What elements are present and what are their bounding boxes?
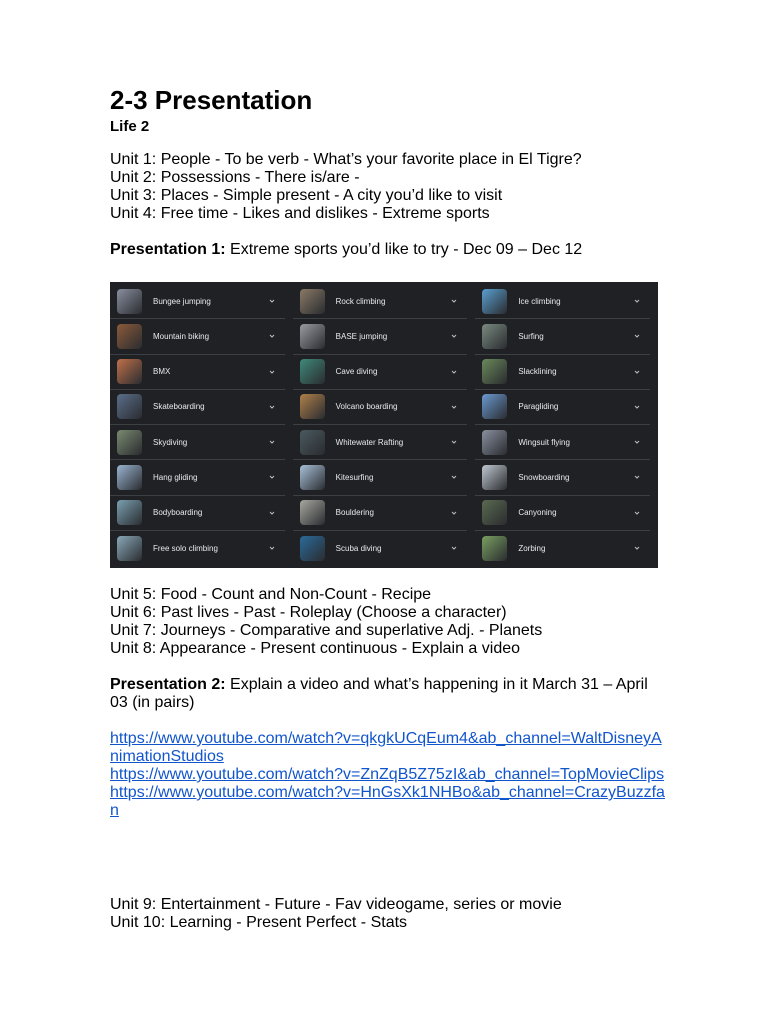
sport-thumbnail [117, 500, 142, 525]
sport-label: Skydiving [153, 437, 188, 447]
sport-label: Wingsuit flying [518, 437, 570, 447]
sport-label: Cave diving [335, 367, 378, 377]
page-title: 2-3 Presentation [110, 85, 313, 115]
sport-label: Skateboarding [153, 402, 205, 412]
video-links [110, 730, 670, 820]
sport-thumbnail [300, 465, 325, 490]
sport-thumbnail [117, 536, 142, 561]
chevron-down-icon[interactable] [632, 296, 642, 306]
sport-label: Slacklining [518, 367, 557, 377]
chevron-down-icon[interactable] [632, 508, 642, 518]
chevron-down-icon[interactable] [267, 472, 277, 482]
sport-label: Snowboarding [518, 472, 570, 482]
sport-item[interactable] [475, 319, 650, 354]
sport-thumbnail [482, 536, 507, 561]
sport-item[interactable] [110, 460, 285, 495]
sport-item[interactable] [293, 319, 468, 354]
sport-thumbnail [300, 289, 325, 314]
sport-item[interactable] [110, 319, 285, 354]
sport-thumbnail [117, 394, 142, 419]
chevron-down-icon[interactable] [632, 402, 642, 412]
sport-thumbnail [117, 465, 142, 490]
sport-item[interactable] [110, 496, 285, 531]
sport-label: Whitewater Rafting [335, 437, 404, 447]
sport-thumbnail [117, 324, 142, 349]
sport-label: Free solo climbing [153, 543, 218, 553]
video-link[interactable]: https://www.youtube.com/watch?v=HnGsXk1NHBo&ab_channel=CrazyBuzzfan [110, 784, 665, 819]
book-subtitle: Life 2 [110, 118, 150, 135]
sport-label: Rock climbing [335, 296, 386, 306]
presentation-2-label: Presentation 2: [110, 676, 226, 693]
sport-item[interactable] [110, 355, 285, 390]
sport-label: Mountain biking [153, 331, 210, 341]
sport-item[interactable] [475, 531, 650, 566]
unit-line: Unit 1: People - To be verb - What’s your favorite place in El Tigre? [110, 151, 582, 168]
presentation-2 [110, 676, 670, 712]
sport-thumbnail [117, 289, 142, 314]
chevron-down-icon[interactable] [449, 437, 459, 447]
sport-label: Surfing [518, 331, 544, 341]
units-list-a [110, 151, 670, 223]
sport-item[interactable] [293, 355, 468, 390]
sport-label: Hang gliding [153, 472, 198, 482]
chevron-down-icon[interactable] [267, 331, 277, 341]
chevron-down-icon[interactable] [632, 367, 642, 377]
video-link[interactable]: https://www.youtube.com/watch?v=qkgkUCqEum4&ab_channel=WaltDisneyAnimationStudios [110, 730, 662, 765]
chevron-down-icon[interactable] [449, 296, 459, 306]
chevron-down-icon[interactable] [632, 437, 642, 447]
unit-line: Unit 3: Places - Simple present - A city you’d like to visit [110, 187, 503, 204]
chevron-down-icon[interactable] [632, 331, 642, 341]
presentation-1-text: Extreme sports you’d like to try - Dec 09 – Dec 12 [225, 241, 583, 258]
sport-thumbnail [482, 430, 507, 455]
unit-line: Unit 2: Possessions - There is/are - [110, 169, 360, 186]
sport-thumbnail [300, 536, 325, 561]
sport-item[interactable] [293, 531, 468, 566]
sport-item[interactable] [293, 284, 468, 319]
sport-thumbnail [482, 394, 507, 419]
chevron-down-icon[interactable] [267, 367, 277, 377]
extreme-sports-grid [110, 282, 658, 568]
chevron-down-icon[interactable] [632, 543, 642, 553]
sport-label: Bodyboarding [153, 508, 203, 518]
sport-item[interactable] [293, 496, 468, 531]
sport-thumbnail [117, 359, 142, 384]
units-list-b [110, 586, 670, 658]
sport-label: Volcano boarding [335, 402, 398, 412]
unit-line: Unit 6: Past lives - Past - Roleplay (Choose a character) [110, 604, 507, 621]
chevron-down-icon[interactable] [449, 508, 459, 518]
chevron-down-icon[interactable] [267, 296, 277, 306]
sport-label: Ice climbing [518, 296, 561, 306]
sport-thumbnail [482, 465, 507, 490]
sport-label: Scuba diving [335, 543, 382, 553]
sport-thumbnail [300, 359, 325, 384]
sport-label: BASE jumping [335, 331, 388, 341]
sport-item[interactable] [293, 425, 468, 460]
chevron-down-icon[interactable] [267, 402, 277, 412]
unit-line: Unit 5: Food - Count and Non-Count - Recipe [110, 586, 432, 603]
sport-item[interactable] [293, 390, 468, 425]
unit-line: Unit 10: Learning - Present Perfect - Stats [110, 914, 408, 931]
unit-line: Unit 8: Appearance - Present continuous - Explain a video [110, 640, 521, 657]
sport-thumbnail [482, 289, 507, 314]
chevron-down-icon[interactable] [632, 472, 642, 482]
sport-item[interactable] [110, 390, 285, 425]
document-header [110, 84, 670, 259]
sport-item[interactable] [475, 425, 650, 460]
sport-item[interactable] [475, 496, 650, 531]
sport-item[interactable] [475, 390, 650, 425]
sport-thumbnail [300, 324, 325, 349]
chevron-down-icon[interactable] [449, 367, 459, 377]
sport-label: Kitesurfing [335, 472, 374, 482]
sport-item[interactable] [475, 460, 650, 495]
chevron-down-icon[interactable] [449, 472, 459, 482]
presentation-1 [110, 241, 670, 259]
unit-line: Unit 9: Entertainment - Future - Fav videogame, series or movie [110, 896, 562, 913]
sport-label: Canyoning [518, 508, 557, 518]
chevron-down-icon[interactable] [449, 402, 459, 412]
presentation-1-label: Presentation 1: [110, 241, 226, 258]
sport-item[interactable] [110, 531, 285, 566]
sport-item[interactable] [110, 425, 285, 460]
sport-label: BMX [153, 367, 171, 377]
sport-thumbnail [117, 430, 142, 455]
sport-thumbnail [300, 430, 325, 455]
chevron-down-icon[interactable] [267, 543, 277, 553]
chevron-down-icon[interactable] [449, 331, 459, 341]
unit-line: Unit 4: Free time - Likes and dislikes - Extreme sports [110, 205, 490, 222]
sport-label: Paragliding [518, 402, 559, 412]
sport-label: Bungee jumping [153, 296, 211, 306]
sport-label: Zorbing [518, 543, 546, 553]
chevron-down-icon[interactable] [267, 437, 277, 447]
unit-line: Unit 7: Journeys - Comparative and superlative Adj. - Planets [110, 622, 543, 639]
sport-label: Bouldering [335, 508, 374, 518]
sport-item[interactable] [110, 284, 285, 319]
document-middle [110, 586, 670, 820]
chevron-down-icon[interactable] [267, 508, 277, 518]
sport-thumbnail [482, 500, 507, 525]
chevron-down-icon[interactable] [449, 543, 459, 553]
sport-thumbnail [482, 359, 507, 384]
video-link[interactable]: https://www.youtube.com/watch?v=ZnZqB5Z75zI&ab_channel=TopMovieClips [110, 766, 665, 783]
sport-thumbnail [482, 324, 507, 349]
sport-thumbnail [300, 500, 325, 525]
sport-item[interactable] [293, 460, 468, 495]
sport-item[interactable] [475, 355, 650, 390]
sport-item[interactable] [475, 284, 650, 319]
sport-thumbnail [300, 394, 325, 419]
document-footer-units [110, 896, 670, 932]
presentation-2-text: Explain a video and what’s happening in it March 31 – April 03 (in pairs) [110, 676, 648, 711]
